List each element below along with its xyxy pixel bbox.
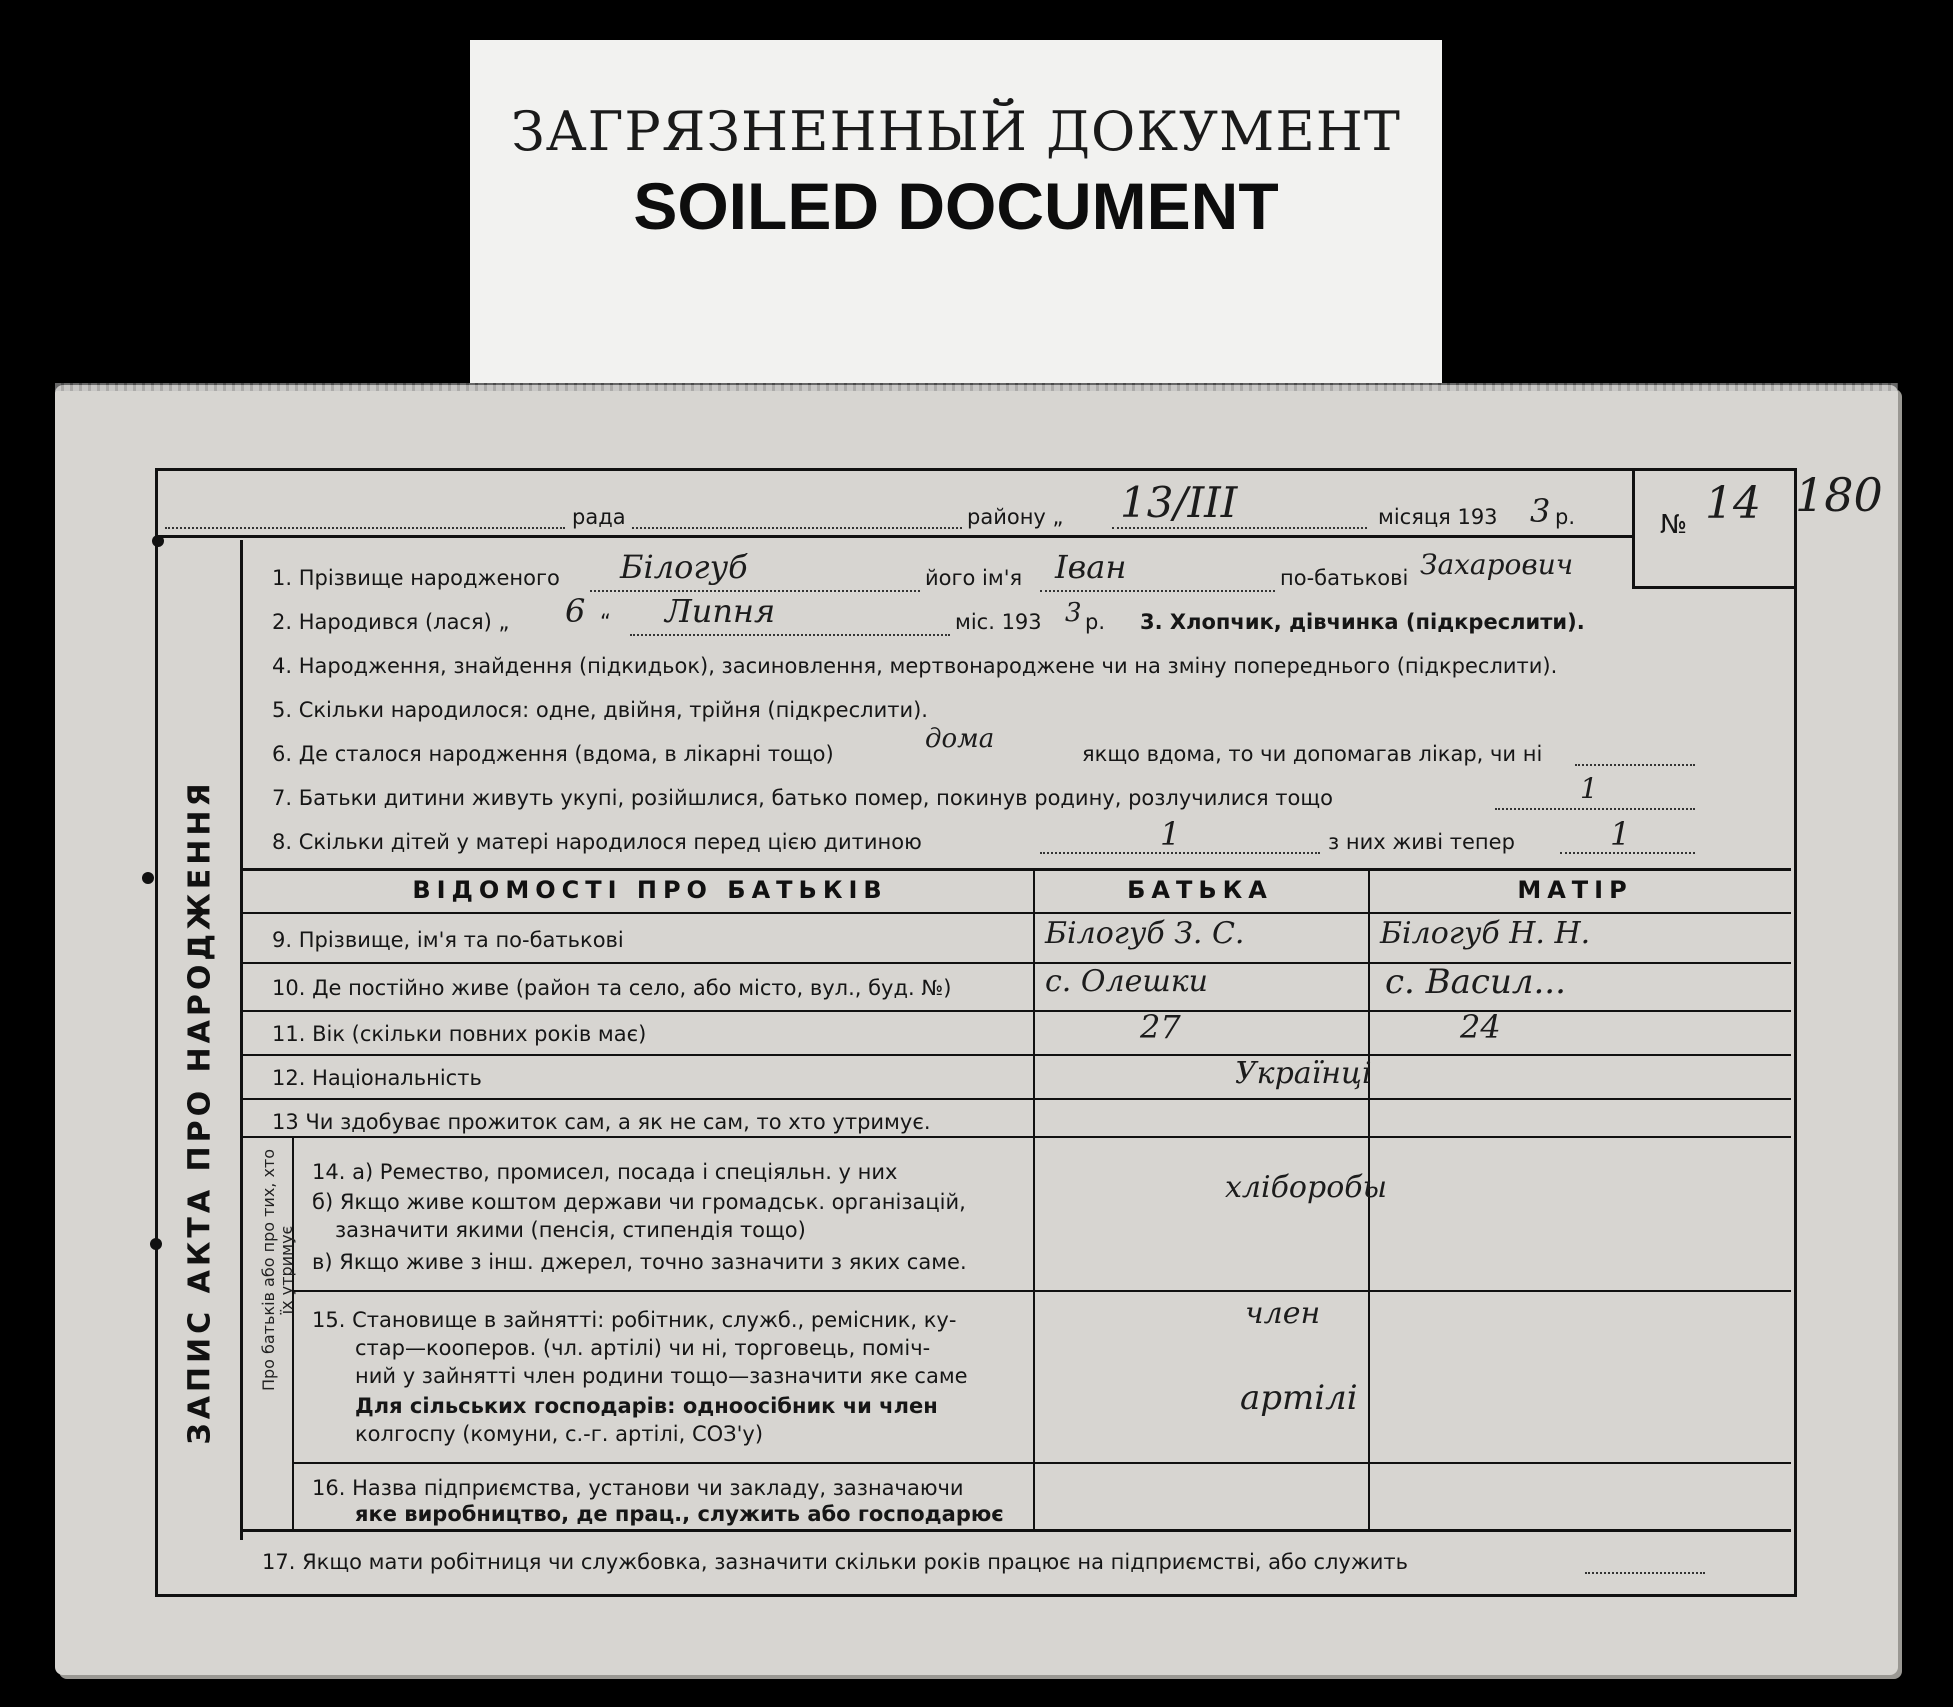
row2-year-hw: 3 bbox=[1065, 598, 1082, 628]
row7-dots bbox=[1495, 808, 1695, 810]
row1-name-label: його ім'я bbox=[925, 566, 1023, 590]
row11-label: 11. Вік (скільки повних років має) bbox=[272, 1022, 647, 1046]
date-dots bbox=[1112, 527, 1367, 529]
side-subtitle-line1: Про батьків або про тих, хто bbox=[259, 1148, 278, 1392]
row2-month-hw: Липня bbox=[665, 592, 776, 630]
row9-label: 9. Прізвище, ім'я та по-батькові bbox=[272, 928, 624, 952]
row13-label: 13 Чи здобуває прожиток сам, а як не сам, то хто утримує. bbox=[272, 1110, 931, 1134]
row12-label: 12. Національність bbox=[272, 1066, 482, 1090]
corner-handwritten: 180 bbox=[1795, 468, 1883, 522]
row17-dots bbox=[1585, 1572, 1705, 1574]
row7-label: 7. Батьки дитини живуть укупі, розійшлися, батько помер, покинув родину, розлучилися тощо bbox=[272, 786, 1333, 810]
row10-father-hw: с. Олешки bbox=[1045, 964, 1208, 999]
rada-label: рада bbox=[572, 505, 626, 529]
row6-label: 6. Де сталося народження (вдома, в лікарні тощо) bbox=[272, 742, 834, 766]
row6-rest: якщо вдома, то чи допомагав лікар, чи ні bbox=[1082, 742, 1543, 766]
row2-day-hw: 6 bbox=[565, 592, 586, 630]
table-rule bbox=[240, 912, 1791, 914]
row9-mother-hw: Білогуб Н. Н. bbox=[1380, 916, 1591, 951]
row1-label: 1. Прізвище народженого bbox=[272, 566, 560, 590]
row11-mother-hw: 24 bbox=[1460, 1008, 1501, 1046]
table-rule bbox=[240, 1010, 1791, 1012]
row17-label: 17. Якщо мати робітниця чи службовка, зазначити скільки років працює на підприємстві, або служить bbox=[262, 1550, 1409, 1574]
row10-mother-hw: с. Васил... bbox=[1385, 962, 1566, 1002]
table-top-rule bbox=[240, 868, 1791, 871]
row1-name-hw: Іван bbox=[1055, 548, 1127, 586]
rayon-label: району „ bbox=[967, 505, 1064, 529]
row8-hw: 1 bbox=[1160, 815, 1181, 853]
row15b-label: стар—кооперов. (чл. артілі) чи ні, торговець, поміч- bbox=[355, 1336, 931, 1360]
table-rule bbox=[292, 1462, 1791, 1464]
header-rule bbox=[155, 535, 1635, 538]
row12-hw: Українці bbox=[1235, 1056, 1372, 1091]
rayon-dots bbox=[632, 527, 962, 529]
table-rule bbox=[292, 1290, 1791, 1292]
row15-hw2: артілі bbox=[1240, 1378, 1358, 1418]
number-handwritten: 14 bbox=[1705, 478, 1761, 529]
side-title-rule bbox=[240, 540, 243, 1540]
col-info-header: ВІДОМОСТІ ПРО БАТЬКІВ bbox=[412, 876, 888, 904]
year-handwritten: 3 bbox=[1530, 492, 1551, 530]
row1-patr-hw: Захарович bbox=[1420, 548, 1574, 581]
side-subtitle-line2: їх утримує bbox=[277, 1225, 296, 1315]
row15d-label: Для сільських господарів: одноосібник чи член bbox=[355, 1394, 938, 1418]
father-column-rule bbox=[1033, 868, 1035, 1529]
row1-surname-hw: Білогуб bbox=[620, 548, 748, 586]
row14-hw: хліборобы bbox=[1225, 1170, 1387, 1205]
row8-hw2: 1 bbox=[1610, 815, 1631, 853]
side-subtitle bbox=[260, 1090, 296, 1450]
row4-label: 4. Народження, знайдення (підкидьок), засиновлення, мертвонароджене чи на зміну попереднього (підкреслити). bbox=[272, 654, 1558, 678]
side-title: ЗАПИС АКТА ПРО НАРОДЖЕННЯ bbox=[182, 779, 218, 1445]
row1-name-dots bbox=[1040, 590, 1275, 592]
row8-mid: з них живі тепер bbox=[1328, 830, 1515, 854]
row14c-label: в) Якщо живе з інш. джерел, точно зазначити з яких саме. bbox=[312, 1250, 967, 1274]
row1-patr-label: по-батькові bbox=[1280, 566, 1409, 590]
month-year-label: місяця 193 bbox=[1378, 505, 1498, 529]
table-rule bbox=[240, 1054, 1791, 1056]
year-suffix: р. bbox=[1555, 505, 1576, 529]
row3-label: 3. Хлопчик, дівчинка (підкреслити). bbox=[1140, 610, 1585, 634]
row2-label: 2. Народився (лася) „ bbox=[272, 610, 510, 634]
row14b2-label: зазначити якими (пенсія, стипендія тощо) bbox=[335, 1218, 806, 1242]
row15c-label: ний у зайнятті член родини тощо—зазначити яке саме bbox=[355, 1364, 968, 1388]
punch-hole bbox=[142, 872, 154, 884]
col-father-header: БАТЬКА bbox=[1127, 876, 1273, 904]
number-label: № bbox=[1660, 510, 1688, 540]
row6-dots bbox=[1575, 764, 1695, 766]
row5-label: 5. Скільки народилося: одне, двійня, трійня (підкреслити). bbox=[272, 698, 928, 722]
row6-hw: дома bbox=[925, 724, 995, 754]
row10-label: 10. Де постійно живе (район та село, або місто, вул., буд. №) bbox=[272, 976, 952, 1000]
row14b-label: б) Якщо живе коштом держави чи громадськ. організацій, bbox=[312, 1190, 966, 1214]
row8-label: 8. Скільки дітей у матері народилося перед цією дитиною bbox=[272, 830, 922, 854]
row16b-label: яке виробництво, де прац., служить або господарює bbox=[355, 1502, 1004, 1526]
table-rule bbox=[240, 1098, 1791, 1100]
row7-hw: 1 bbox=[1580, 772, 1598, 805]
card-edge bbox=[55, 383, 1898, 391]
row16a-label: 16. Назва підприємства, установи чи закладу, зазначаючи bbox=[312, 1476, 964, 1500]
row15-hw1: член bbox=[1245, 1296, 1321, 1331]
row9-father-hw: Білогуб З. С. bbox=[1045, 916, 1245, 951]
row2-year-suffix: р. bbox=[1085, 610, 1106, 634]
soiled-document-label bbox=[470, 40, 1442, 383]
date-handwritten: 13/III bbox=[1120, 478, 1238, 527]
label-russian: ЗАГРЯЗНЕННЫЙ ДОКУМЕНТ bbox=[511, 100, 1401, 163]
row15a-label: 15. Становище в зайнятті: робітник, служб., ремісник, ку- bbox=[312, 1308, 957, 1332]
table-rule bbox=[240, 1136, 1791, 1138]
rada-dots bbox=[165, 527, 565, 529]
row2-dots bbox=[630, 634, 950, 636]
row15e-label: колгоспу (комуни, с.-г. артілі, СОЗ'у) bbox=[355, 1422, 764, 1446]
label-english: SOILED DOCUMENT bbox=[633, 169, 1279, 243]
row2-year-label: міс. 193 bbox=[955, 610, 1042, 634]
row11-father-hw: 27 bbox=[1140, 1008, 1181, 1046]
col-mother-header: МАТІР bbox=[1517, 876, 1633, 904]
table-bottom-rule bbox=[240, 1529, 1791, 1532]
row2-quote: “ bbox=[600, 610, 611, 634]
row14a-label: 14. а) Ремество, промисел, посада і спеціяльн. у них bbox=[312, 1160, 898, 1184]
